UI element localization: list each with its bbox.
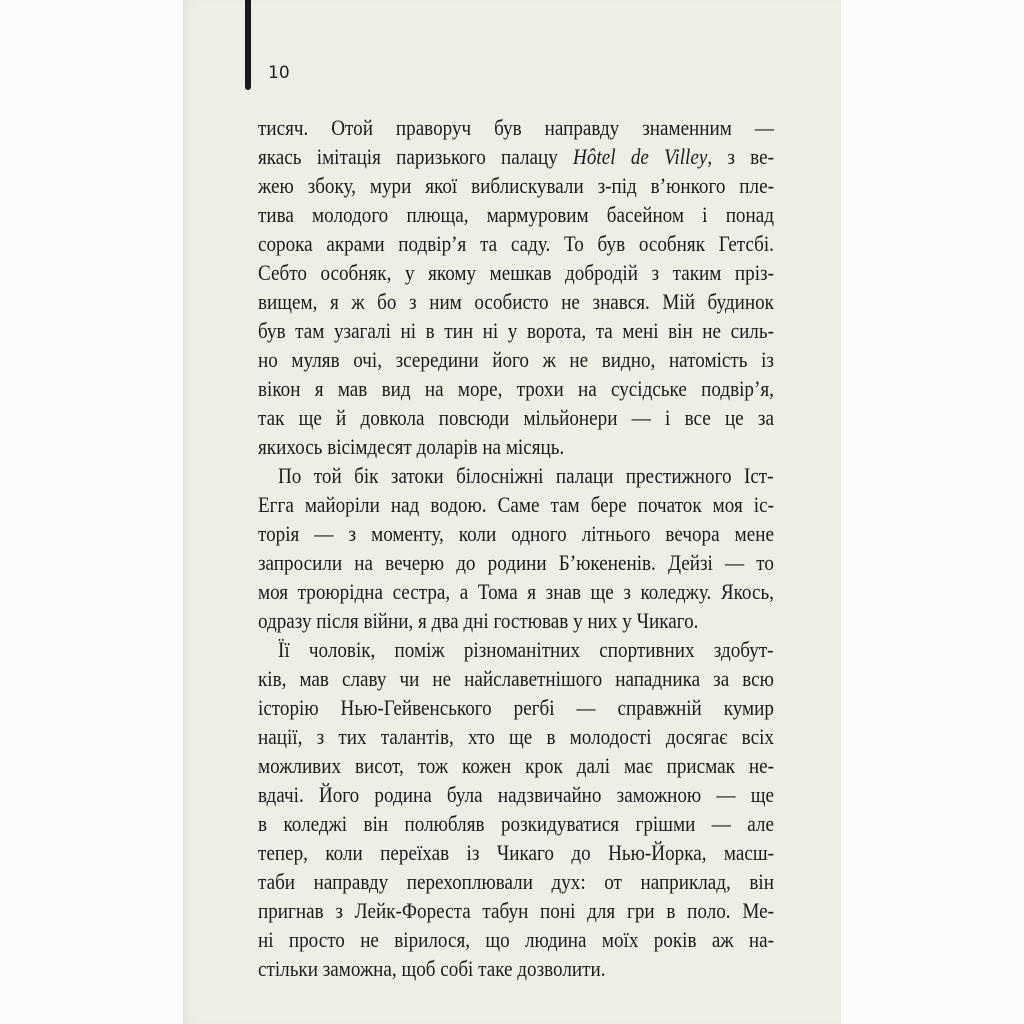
text-line (258, 896, 774, 925)
text-line (258, 954, 774, 983)
text-line-content: в коледжі він полюбляв розкидуватися грішми — але (258, 811, 774, 836)
text-line-content: Егга майоріли над водою. Саме там бере початок моя іс- (258, 492, 774, 517)
text-line-content: торія — з моменту, коли одного літнього вечора мене (258, 521, 774, 546)
text-line (258, 229, 774, 258)
text-line-content: можливих висот, тож кожен крок далі має присмак не- (258, 753, 774, 778)
text-line-content: тисяч. Отой праворуч був направду знаменним — (258, 115, 774, 140)
text-line (258, 258, 774, 287)
text-line (258, 142, 774, 171)
text-line (258, 664, 774, 693)
text-line-content: пригнав з Лейк-Фореста табун поні для гри в поло. Ме- (258, 898, 774, 923)
text-line-content: нації, з тих талантів, хто ще в молодості досягає всіх (258, 724, 774, 749)
text-line (258, 171, 774, 200)
text-line (258, 113, 774, 142)
text-line-content: вищем, я ж бо з ним особисто не знався. Мій будинок (258, 289, 774, 314)
text-line (258, 519, 774, 548)
text-line-content: запросили на вечерю до родини Б’юкененів. Дейзі — то (258, 550, 774, 575)
text-line-content: вікон я мав вид на море, трохи на сусідське подвір’я, (258, 376, 774, 401)
paragraph (258, 635, 774, 983)
text-line-content: моя троюрідна сестра, а Тома я знав ще з коледжу. Якось, (258, 579, 774, 604)
text-line (258, 548, 774, 577)
text-line-content: ків, мав славу чи не найславетнішого нападника за всю (258, 666, 774, 691)
text-line-content: Її чоловік, поміж різноманітних спортивних здобут- (278, 637, 774, 662)
text-line (258, 606, 774, 635)
italic-phrase: Hôtel de Villey (573, 144, 708, 169)
text-line-content: був там узагалі ні в тин ні у ворота, та мені він не силь- (258, 318, 774, 343)
text-line-content: тива молодого плюща, мармуровим басейном і понад (258, 202, 774, 227)
text-line (258, 577, 774, 606)
text-line-content: тепер, коли переїхав із Чикаго до Нью-Йорка, масш- (258, 840, 774, 865)
text-line (258, 200, 774, 229)
text-line (258, 374, 774, 403)
paragraph (258, 113, 774, 461)
text-line-content: сорока акрами подвір’я та саду. То був особняк Гетсбі. (258, 231, 774, 256)
text-line-content: жею збоку, мури якої виблискували з-під в’юнкого пле- (258, 173, 774, 198)
text-line (258, 403, 774, 432)
text-line-content: так ще й довкола повсюди мільйонери — і все це за (258, 405, 774, 430)
text-line (258, 490, 774, 519)
text-line-content: вдачі. Його родина була надзвичайно заможною — ще (258, 782, 774, 807)
text-line-content: таби направду перехоплювали дух: от наприклад, він (258, 869, 774, 894)
text-line (258, 432, 774, 461)
text-line (258, 780, 774, 809)
text-line (258, 635, 774, 664)
text-line (258, 838, 774, 867)
text-line (258, 345, 774, 374)
page-number: 10 (268, 63, 290, 83)
body-text (258, 113, 774, 983)
text-line-content: якихось вісімдесят доларів на місяць. (258, 434, 565, 459)
text-line-content: но муляв очі, зсередини його ж не видно, натомість із (258, 347, 774, 372)
text-line-content: Себто особняк, у якому мешкав добродій з таким пріз- (258, 260, 774, 285)
text-line-content: історію Нью-Гейвенського регбі — справжній кумир (258, 695, 774, 720)
text-line (258, 867, 774, 896)
text-line (258, 461, 774, 490)
text-line (258, 809, 774, 838)
text-line-content: стільки заможна, щоб собі таке дозволити. (258, 956, 606, 981)
text-line (258, 925, 774, 954)
text-line-content: якась імітація паризького палацу Hôtel de Villey, з ве- (258, 144, 774, 169)
text-line (258, 287, 774, 316)
text-line (258, 693, 774, 722)
text-line-content: одразу після війни, я два дні гостював у них у Чикаго. (258, 608, 699, 633)
text-line-content: По той бік затоки білосніжні палаци престижного Іст- (278, 463, 774, 488)
text-line (258, 316, 774, 345)
paragraph (258, 461, 774, 635)
text-line (258, 751, 774, 780)
page-edge-mark (245, 0, 251, 90)
text-line-content: ні просто не вірилося, що людина моїх років аж на- (258, 927, 774, 952)
text-line (258, 722, 774, 751)
